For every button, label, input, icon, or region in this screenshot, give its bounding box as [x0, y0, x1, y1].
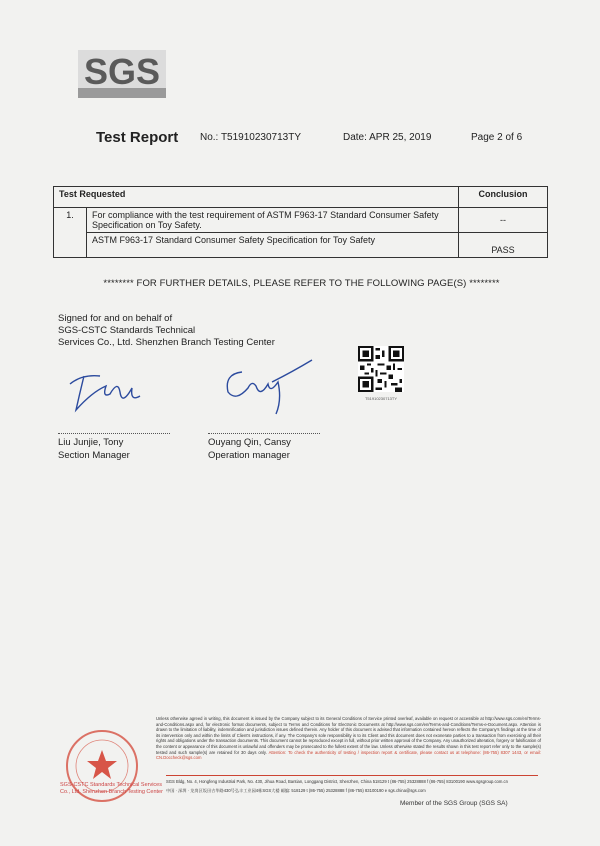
signatory-name: Ouyang Qin, Cansy	[208, 437, 291, 448]
signed-line-1: Signed for and on behalf of	[58, 313, 173, 324]
qr-caption: T51910230713TY	[364, 396, 398, 401]
row-requirement: For compliance with the test requirement of ASTM F963-17 Standard Consumer Safety Specification on Toy Safety.	[87, 208, 459, 233]
signature-ouyang	[212, 352, 322, 418]
signed-line-3: Services Co., Ltd. Shenzhen Branch Testing Center	[58, 337, 275, 348]
footer-divider	[166, 775, 538, 776]
table-row	[54, 208, 548, 233]
authenticity-attention: Attention: To check the authenticity of testing / inspection report & certificate, please contact us at telephone: (86-755) 8307 1443, or email: CN.Doccheck@sgs.com	[156, 749, 542, 761]
signatory-role: Operation manager	[208, 450, 290, 461]
fine-print-text: Unless otherwise agreed in writing, this document is issued by the Company subject to its General Conditions of Service printed overleaf, available on request or accessible at http://www.sgs.com/en/Terms-and-Conditions.aspx and, for electronic format documents, subject to Terms and Conditions for Electronic Documents at http://www.sgs.com/en/Terms-and-Conditions/Terms-e-Document.aspx. Attention is drawn to the limitation of liability, indemnification and jurisdiction issues defined therein. Any holder of this document is advised that information contained hereon reflects the Company's findings at the time of its intervention only and within the limits of Client's instructions, if any. The Company's sole responsibility is to its Client and this document does not exonerate parties to a transaction from exercising all their rights and obligations under the transaction documents. This document cannot be reproduced except in full, without prior written approval of the Company. Any unauthorized alteration, forgery or falsification of the content or appearance of this document is unlawful and offenders may be prosecuted to the fullest extent of the law. Unless otherwise stated the results shown in this test report refer only to the sample(s) tested and such sample(s) are retained for 30 days only.	[156, 716, 541, 755]
address-chinese: 中国 · 深圳 · 龙岗区坂田吉华路430号弘丰工业园4栋SGS大楼 邮编: 518129 t (86-755) 25328888 f (86-755) 83100190 e sgs.china@sgs.com	[166, 788, 426, 793]
svg-text:SGS: SGS	[83, 51, 161, 92]
signatory-1	[58, 436, 130, 462]
further-details-note: ******** FOR FURTHER DETAILS, PLEASE REFER TO THE FOLLOWING PAGE(S) ********	[103, 278, 500, 289]
signatory-role: Section Manager	[58, 450, 130, 461]
report-date: Date: APR 25, 2019	[343, 132, 432, 143]
terms-fine-print	[156, 716, 541, 761]
sgs-logo	[78, 50, 166, 98]
report-number: No.: T51910230713TY	[200, 132, 302, 143]
signed-on-behalf	[58, 313, 275, 349]
row-number: 1.	[54, 208, 87, 258]
table-row	[54, 233, 548, 258]
qr-code	[358, 346, 404, 392]
signed-line-2: SGS-CSTC Standards Technical	[58, 325, 196, 336]
signature-liu	[62, 362, 152, 422]
col-header-test-requested: Test Requested	[54, 187, 459, 208]
row-requirement: ASTM F963-17 Standard Consumer Safety Specification for Toy Safety	[87, 233, 459, 258]
signatory-2	[208, 436, 291, 462]
signature-line	[208, 433, 320, 434]
table-header-row	[54, 187, 548, 208]
sgs-member-note: Member of the SGS Group (SGS SA)	[400, 800, 508, 807]
row-conclusion: --	[459, 208, 548, 233]
seal-caption: SGS-CSTC Standards Technical Services Co., Ltd. Shenzhen Branch Testing Center	[60, 782, 163, 795]
col-header-conclusion: Conclusion	[459, 187, 548, 208]
signature-line	[58, 433, 170, 434]
page-number: Page 2 of 6	[471, 132, 523, 143]
report-title: Test Report	[96, 129, 179, 146]
row-conclusion: PASS	[459, 233, 548, 258]
signatory-name: Liu Junjie, Tony	[58, 437, 124, 448]
test-requested-table	[53, 186, 548, 258]
address-english: SGS Bldg, No. 4, Hongfeng Industrial Park, No. 430, Jihua Road, Bantian, Longgang District, Shenzhen, China 518129 t (86-755) 25328888 f (86-755) 83100190 www.sgsgroup.com.cn	[166, 779, 508, 784]
